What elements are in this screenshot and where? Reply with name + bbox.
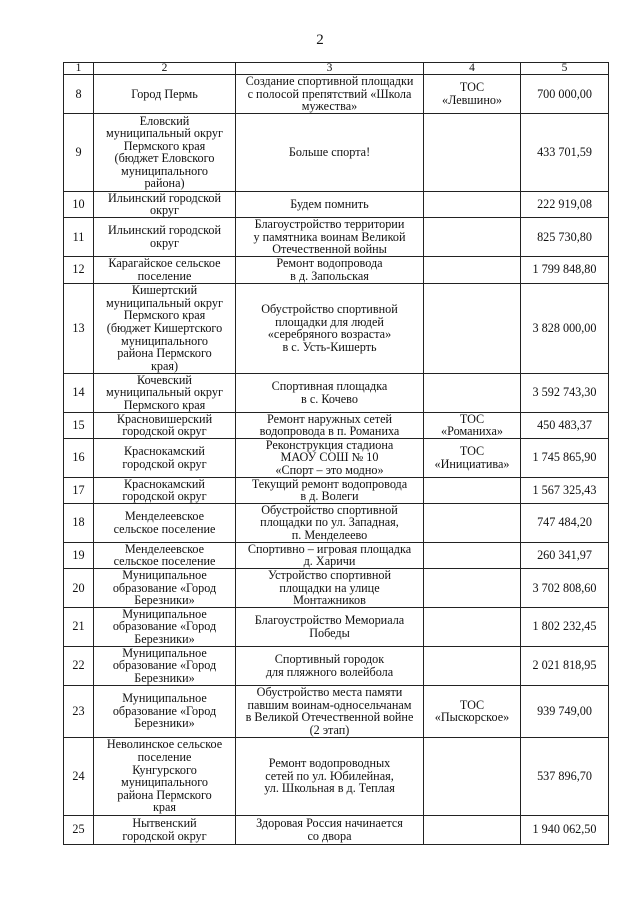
tos-cell [424, 503, 521, 542]
table-row [64, 815, 609, 844]
table-row [64, 217, 609, 256]
project-cell: Благоустройство Мемориала Победы [236, 607, 424, 646]
project-cell: Создание спортивной площадки с полосой препятствий «Школа мужества» [236, 75, 424, 114]
row-number: 23 [64, 685, 94, 737]
tos-cell [424, 113, 521, 191]
row-number: 24 [64, 737, 94, 815]
table-row [64, 542, 609, 568]
project-cell: Обустройство спортивной площадки по ул. Западная, п. Менделеево [236, 503, 424, 542]
project-cell: Спортивная площадка в с. Кочево [236, 373, 424, 412]
tos-cell [424, 607, 521, 646]
row-number: 19 [64, 542, 94, 568]
row-number: 9 [64, 113, 94, 191]
municipality-cell: Еловский муниципальный округ Пермского края (бюджет Еловского муниципального района) [94, 113, 236, 191]
municipality-cell: Карагайское сельское поселение [94, 256, 236, 283]
municipality-cell: Кишертский муниципальный округ Пермского края (бюджет Кишертского муниципального района Пермского края) [94, 283, 236, 373]
header-col-5: 5 [521, 63, 609, 75]
municipality-cell: Неволинское сельское поселение Кунгурского муниципального района Пермского края [94, 737, 236, 815]
tos-cell [424, 646, 521, 685]
project-cell: Здоровая Россия начинается со двора [236, 815, 424, 844]
municipality-cell: Менделеевское сельское поселение [94, 542, 236, 568]
project-cell: Спортивный городок для пляжного волейбола [236, 646, 424, 685]
table-header-row [64, 63, 609, 75]
amount-cell: 222 919,08 [521, 191, 609, 217]
table-row [64, 503, 609, 542]
row-number: 12 [64, 256, 94, 283]
page-number: 2 [316, 32, 324, 48]
row-number: 11 [64, 217, 94, 256]
municipality-cell: Краснокамский городской округ [94, 438, 236, 477]
amount-cell: 747 484,20 [521, 503, 609, 542]
municipality-cell: Краснокамский городской округ [94, 477, 236, 503]
project-cell: Ремонт наружных сетей водопровода в п. Романиха [236, 412, 424, 438]
tos-cell: ТОС «Романиха» [424, 412, 521, 438]
amount-cell: 3 702 808,60 [521, 568, 609, 607]
table-row [64, 438, 609, 477]
header-col-2: 2 [94, 63, 236, 75]
municipality-cell: Кочевский муниципальный округ Пермского края [94, 373, 236, 412]
project-cell: Реконструкция стадиона МАОУ СОШ № 10 «Спорт – это модно» [236, 438, 424, 477]
row-number: 17 [64, 477, 94, 503]
row-number: 16 [64, 438, 94, 477]
project-cell: Ремонт водопроводных сетей по ул. Юбилейная, ул. Школьная в д. Теплая [236, 737, 424, 815]
project-cell: Текущий ремонт водопровода в д. Волеги [236, 477, 424, 503]
tos-cell [424, 477, 521, 503]
row-number: 14 [64, 373, 94, 412]
table-row [64, 75, 609, 114]
municipality-cell: Нытвенский городской округ [94, 815, 236, 844]
amount-cell: 3 592 743,30 [521, 373, 609, 412]
amount-cell: 1 567 325,43 [521, 477, 609, 503]
amount-cell: 2 021 818,95 [521, 646, 609, 685]
table-row [64, 685, 609, 737]
tos-cell [424, 373, 521, 412]
municipality-cell: Ильинский городской округ [94, 217, 236, 256]
amount-cell: 700 000,00 [521, 75, 609, 114]
project-cell: Ремонт водопровода в д. Запольская [236, 256, 424, 283]
municipality-cell: Муниципальное образование «Город Березники» [94, 646, 236, 685]
amount-cell: 1 802 232,45 [521, 607, 609, 646]
municipality-cell: Муниципальное образование «Город Березники» [94, 568, 236, 607]
amount-cell: 450 483,37 [521, 412, 609, 438]
tos-cell [424, 815, 521, 844]
amount-cell: 260 341,97 [521, 542, 609, 568]
tos-cell: ТОС «Пыскорское» [424, 685, 521, 737]
row-number: 10 [64, 191, 94, 217]
header-col-3: 3 [236, 63, 424, 75]
project-cell: Спортивно – игровая площадка д. Харичи [236, 542, 424, 568]
row-number: 15 [64, 412, 94, 438]
project-cell: Обустройство спортивной площадки для людей «серебряного возраста» в с. Усть-Кишерть [236, 283, 424, 373]
row-number: 18 [64, 503, 94, 542]
amount-cell: 1 799 848,80 [521, 256, 609, 283]
header-col-4: 4 [424, 63, 521, 75]
grants-table [63, 62, 609, 845]
table-row [64, 191, 609, 217]
amount-cell: 537 896,70 [521, 737, 609, 815]
row-number: 22 [64, 646, 94, 685]
amount-cell: 825 730,80 [521, 217, 609, 256]
municipality-cell: Муниципальное образование «Город Березники» [94, 607, 236, 646]
municipality-cell: Муниципальное образование «Город Березники» [94, 685, 236, 737]
amount-cell: 1 940 062,50 [521, 815, 609, 844]
amount-cell: 1 745 865,90 [521, 438, 609, 477]
tos-cell: ТОС «Инициатива» [424, 438, 521, 477]
municipality-cell: Город Пермь [94, 75, 236, 114]
project-cell: Будем помнить [236, 191, 424, 217]
table-row [64, 283, 609, 373]
table-row [64, 737, 609, 815]
amount-cell: 433 701,59 [521, 113, 609, 191]
amount-cell: 3 828 000,00 [521, 283, 609, 373]
tos-cell [424, 256, 521, 283]
tos-cell [424, 217, 521, 256]
row-number: 8 [64, 75, 94, 114]
header-col-1: 1 [64, 63, 94, 75]
table-row [64, 607, 609, 646]
table-row [64, 113, 609, 191]
amount-cell: 939 749,00 [521, 685, 609, 737]
table-row [64, 646, 609, 685]
table-row [64, 477, 609, 503]
row-number: 20 [64, 568, 94, 607]
tos-cell [424, 568, 521, 607]
table-row [64, 412, 609, 438]
project-cell: Устройство спортивной площадки на улице Монтажников [236, 568, 424, 607]
municipality-cell: Менделеевское сельское поселение [94, 503, 236, 542]
project-cell: Обустройство места памяти павшим воинам-односельчанам в Великой Отечественной войне (2 этап) [236, 685, 424, 737]
tos-cell [424, 542, 521, 568]
municipality-cell: Красновишерский городской округ [94, 412, 236, 438]
table-row [64, 256, 609, 283]
project-cell: Больше спорта! [236, 113, 424, 191]
project-cell: Благоустройство территории у памятника воинам Великой Отечественной войны [236, 217, 424, 256]
table-row [64, 373, 609, 412]
row-number: 21 [64, 607, 94, 646]
table-row [64, 568, 609, 607]
row-number: 13 [64, 283, 94, 373]
tos-cell [424, 737, 521, 815]
tos-cell [424, 191, 521, 217]
row-number: 25 [64, 815, 94, 844]
municipality-cell: Ильинский городской округ [94, 191, 236, 217]
tos-cell: ТОС «Левшино» [424, 75, 521, 114]
tos-cell [424, 283, 521, 373]
